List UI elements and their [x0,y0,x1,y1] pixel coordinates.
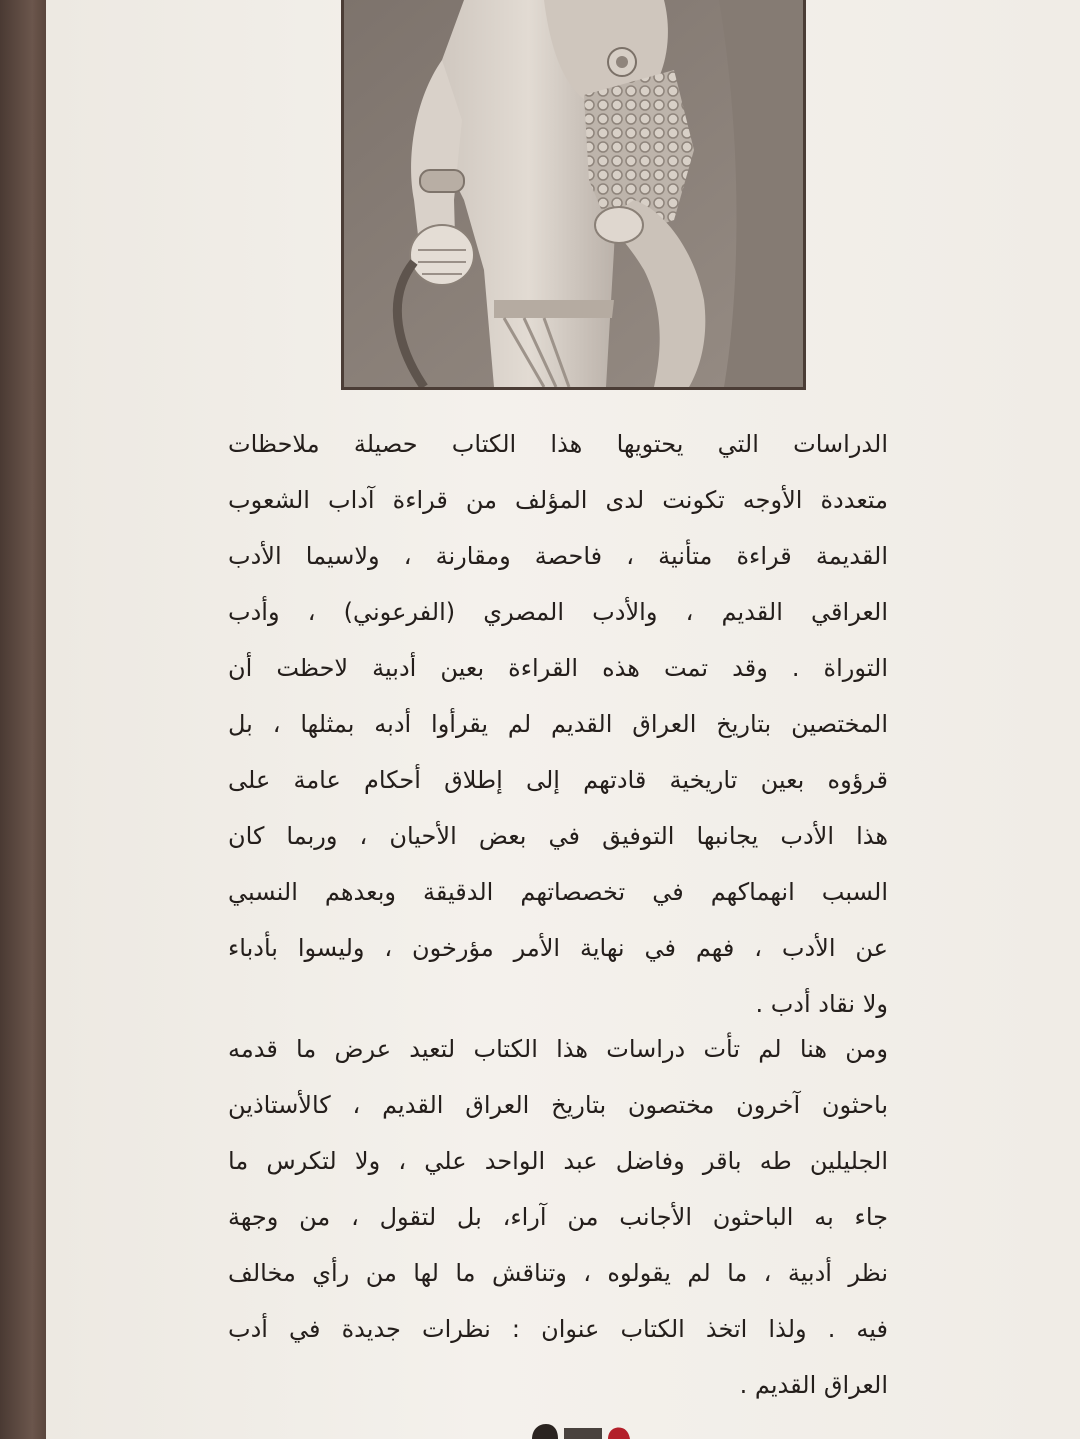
text-line: العراق القديم . [739,1371,888,1399]
text-line: نظر أدبية ، ما لم يقولوه ، وتناقش ما لها من رأي مخالف [228,1259,888,1287]
description-paragraph-1 [228,416,888,1032]
relief-illustration [344,0,803,387]
book-spine [0,0,46,1439]
text-line: هذا الأدب يجانبها التوفيق في بعض الأحيان ، وربما كان [228,822,888,850]
text-line: متعددة الأوجه تكونت لدى المؤلف من قراءة آداب الشعوب [228,486,888,514]
text-line: ولا نقاد أدب . [755,990,888,1018]
text-line: العراقي القديم ، والأدب المصري (الفرعوني) ، وأدب [228,598,888,626]
text-line: باحثون آخرون مختصون بتاريخ العراق القديم ، كالأستاذين [228,1091,888,1119]
text-line: السبب انهماكهم في تخصصاتهم الدقيقة وبعدهم النسبي [228,878,888,906]
text-line: عن الأدب ، فهم في نهاية الأمر مؤرخون ، وليسوا بأدباء [228,934,888,962]
relief-photo [341,0,806,390]
text-line: التوراة . وقد تمت هذه القراءة بعين أدبية لاحظت أن [228,654,888,682]
text-line: القديمة قراءة متأنية ، فاحصة ومقارنة ، ولاسيما الأدب [228,542,888,570]
description-paragraph-2 [228,1021,888,1413]
publisher-logo-icon [512,1418,632,1439]
text-line: الجليلين طه باقر وفاضل عبد الواحد علي ، ولا لتكرس ما [228,1147,888,1175]
text-line: جاء به الباحثون الأجانب من آراء، بل لتقول ، من وجهة [228,1203,888,1231]
text-line: قرؤوه بعين تاريخية قادتهم إلى إطلاق أحكام عامة على [228,766,888,794]
text-line: فيه . ولذا اتخذ الكتاب عنوان : نظرات جديدة في أدب [228,1315,888,1343]
text-line: الدراسات التي يحتويها هذا الكتاب حصيلة ملاحظات [228,430,888,458]
text-line: ومن هنا لم تأت دراسات هذا الكتاب لتعيد عرض ما قدمه [228,1035,888,1063]
text-line: المختصين بتاريخ العراق القديم لم يقرأوا أدبه بمثلها ، بل [228,710,888,738]
publisher-logo [512,1418,632,1439]
